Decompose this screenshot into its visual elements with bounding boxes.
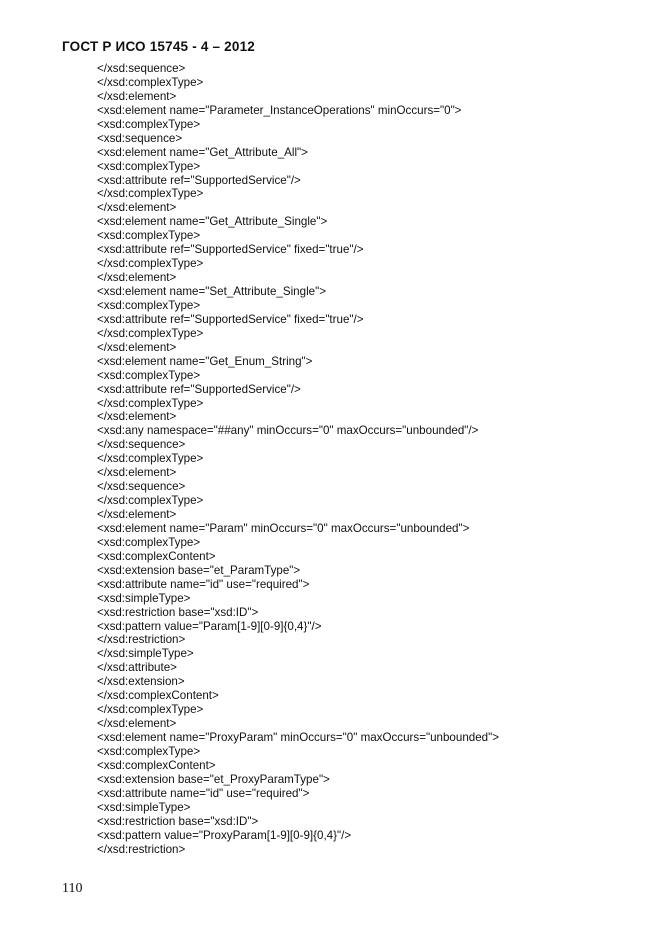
code-line: <xsd:element name="ProxyParam" minOccurs="0" maxOccurs="unbounded"> <box>97 731 499 744</box>
code-line: <xsd:restriction base="xsd:ID"> <box>97 814 259 828</box>
code-line: <xsd:complexType> <box>97 298 201 312</box>
code-line: <xsd:element name="Parameter_InstanceOperations" minOccurs="0"> <box>97 103 462 117</box>
code-line: </xsd:attribute> <box>97 661 177 675</box>
code-line: <xsd:attribute name="id" use="required"> <box>97 786 310 800</box>
code-line: </xsd:restriction> <box>97 842 186 856</box>
code-line: </xsd:element> <box>97 89 177 103</box>
code-line: </xsd:element> <box>97 201 177 215</box>
code-line: </xsd:sequence> <box>97 480 186 494</box>
code-line: </xsd:complexType> <box>97 396 204 410</box>
code-line: <xsd:pattern value="ProxyParam[1-9][0-9]{0,4}"/> <box>97 828 352 842</box>
code-line: <xsd:element name="Param" minOccurs="0" maxOccurs="unbounded"> <box>97 521 470 535</box>
code-line: <xsd:complexContent> <box>97 758 216 772</box>
code-line: </xsd:element> <box>97 466 177 480</box>
code-line: <xsd:complexType> <box>97 159 201 173</box>
code-line: </xsd:complexType> <box>97 703 204 717</box>
code-line: <xsd:attribute ref="SupportedService"/> <box>97 173 301 187</box>
code-line: <xsd:attribute ref="SupportedService"/> <box>97 382 301 396</box>
code-line: <xsd:attribute ref="SupportedService" fixed="true"/> <box>97 312 364 326</box>
code-line: </xsd:element> <box>97 717 177 731</box>
code-line: </xsd:element> <box>97 508 177 521</box>
code-line: <xsd:complexType> <box>97 535 201 549</box>
document-header: ГОСТ Р ИСО 15745 - 4 – 2012 <box>62 39 255 54</box>
xsd-code-listing <box>97 62 499 856</box>
code-line: <xsd:pattern value="Param[1-9][0-9]{0,4}"/> <box>97 619 322 633</box>
code-line: </xsd:complexType> <box>97 187 204 201</box>
code-line: <xsd:simpleType> <box>97 800 191 814</box>
code-line: <xsd:attribute ref="SupportedService" fixed="true"/> <box>97 243 364 257</box>
code-line: <xsd:simpleType> <box>97 591 191 605</box>
code-line: <xsd:restriction base="xsd:ID"> <box>97 605 259 619</box>
code-line: <xsd:complexType> <box>97 229 201 243</box>
code-line: <xsd:attribute name="id" use="required"> <box>97 577 310 591</box>
code-line: <xsd:element name="Get_Enum_String"> <box>97 354 313 368</box>
code-line: </xsd:element> <box>97 340 177 354</box>
code-line: <xsd:complexContent> <box>97 549 216 563</box>
code-line: <xsd:extension base="et_ProxyParamType"> <box>97 772 330 786</box>
page-number: 110 <box>62 881 83 896</box>
code-line: </xsd:extension> <box>97 675 185 689</box>
code-line: </xsd:element> <box>97 410 177 424</box>
code-line: <xsd:sequence> <box>97 131 183 145</box>
code-line: <xsd:complexType> <box>97 368 201 382</box>
code-line: <xsd:element name="Get_Attribute_Single"> <box>97 215 328 229</box>
code-line: </xsd:complexType> <box>97 326 204 340</box>
code-line: </xsd:restriction> <box>97 633 186 647</box>
code-line: </xsd:sequence> <box>97 438 186 452</box>
code-line: <xsd:any namespace="##any" minOccurs="0" maxOccurs="unbounded"/> <box>97 424 479 438</box>
code-line: </xsd:complexContent> <box>97 689 219 703</box>
code-line: <xsd:complexType> <box>97 117 201 131</box>
code-line: </xsd:complexType> <box>97 257 204 271</box>
code-line: </xsd:simpleType> <box>97 647 194 661</box>
code-line: <xsd:element name="Get_Attribute_All"> <box>97 145 308 159</box>
code-line: </xsd:complexType> <box>97 494 204 508</box>
code-line: </xsd:complexType> <box>97 452 204 466</box>
code-line: </xsd:complexType> <box>97 75 204 89</box>
code-line: </xsd:sequence> <box>97 62 186 75</box>
code-line: </xsd:element> <box>97 271 177 285</box>
code-line: <xsd:extension base="et_ParamType"> <box>97 563 301 577</box>
code-line: <xsd:complexType> <box>97 744 201 758</box>
code-line: <xsd:element name="Set_Attribute_Single"> <box>97 285 326 298</box>
